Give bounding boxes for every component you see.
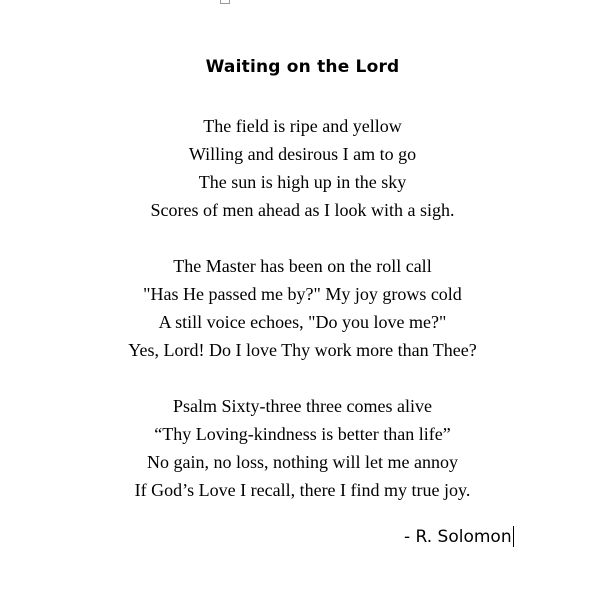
page-edge-marker [220,0,230,4]
poem-line: Willing and desirous I am to go [188,144,417,164]
poem-body [0,112,605,532]
poem-line: If God’s Love I recall, there I find my true joy. [134,480,471,500]
poem-line: Scores of men ahead as I look with a sigh. [150,200,455,220]
text-cursor [513,526,514,547]
poem-line: "Has He passed me by?" My joy grows cold [143,284,462,304]
stanza-1 [0,112,605,224]
poem-line: “Thy Loving-kindness is better than life” [154,424,451,444]
poem-line: No gain, no loss, nothing will let me annoy [147,452,458,472]
poem-line: The field is ripe and yellow [203,116,402,136]
poem-line: The sun is high up in the sky [198,172,407,192]
signature-text: - R. Solomon [404,526,512,547]
poem-title: Waiting on the Lord [205,57,400,77]
poem-line: The Master has been on the roll call [173,256,432,276]
stanza-3 [0,392,605,504]
poem-line: Yes, Lord! Do I love Thy work more than Thee? [128,340,477,360]
poem-line: Psalm Sixty-three three comes alive [173,396,432,416]
stanza-2 [0,252,605,364]
poem-line: A still voice echoes, "Do you love me?" [158,312,447,332]
author-signature[interactable] [404,526,514,547]
